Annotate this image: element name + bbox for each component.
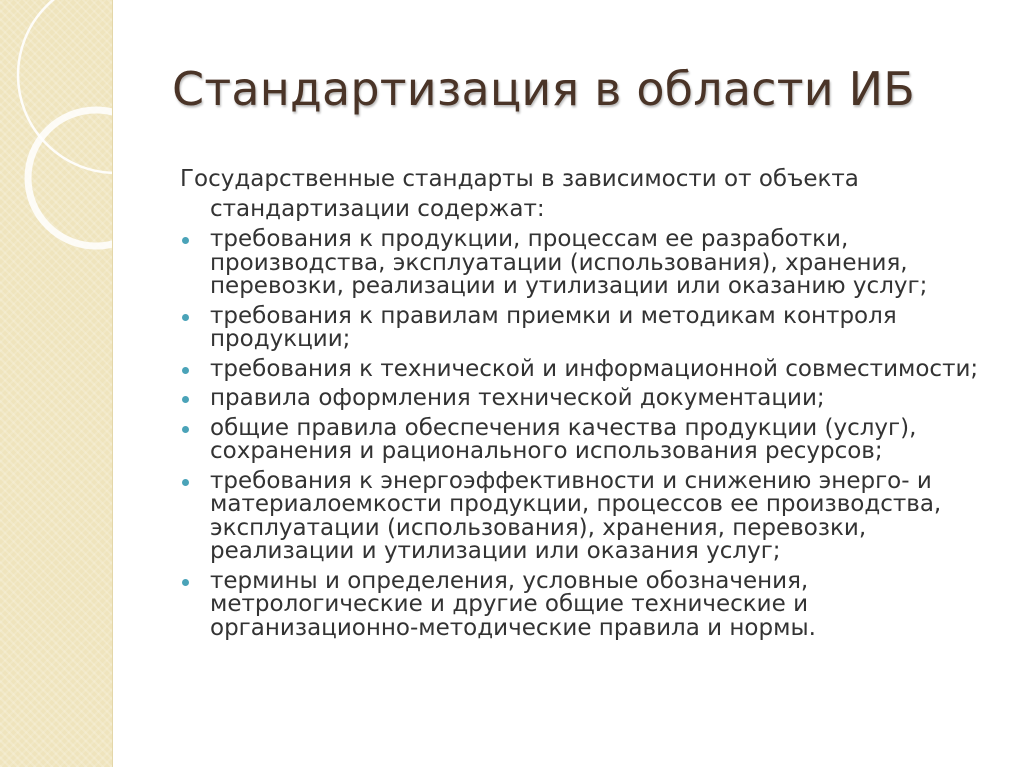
- list-item-text: требования к продукции, процессам ее разработки, производства, эксплуатации (использования), хранения, перевозки, реализации и утилизации или оказанию услуг;: [210, 226, 928, 299]
- list-item: [182, 228, 987, 299]
- list-item: [182, 387, 987, 411]
- bullet-icon: [182, 367, 189, 374]
- bullet-icon: [182, 237, 189, 244]
- list-item-text: общие правила обеспечения качества продукции (услуг), сохранения и рационального использования ресурсов;: [210, 414, 917, 464]
- list-item-text: требования к технической и информационной совместимости;: [210, 355, 979, 382]
- list-item: [182, 467, 987, 564]
- decorative-side-band: [0, 0, 113, 767]
- list-item-text: термины и определения, условные обозначения, метрологические и другие общие технические и организационно-методические правила и нормы.: [210, 567, 816, 641]
- list-item-text: требования к энергоэффективности и снижению энерго- и материалоемкости продукции, процессов ее производства, эксплуатации (использования), хранения, перевозки, реализации и утилизации или оказания услуг;: [210, 467, 942, 564]
- bullet-icon: [182, 314, 189, 321]
- list-item-text: требования к правилам приемки и методикам контроля продукции;: [210, 302, 897, 352]
- list-item: [182, 567, 987, 641]
- bullet-icon: [182, 479, 189, 486]
- bullet-list: [182, 228, 987, 646]
- bullet-icon: [182, 426, 189, 433]
- bullet-icon: [182, 396, 189, 403]
- slide-title: Стандартизация в области ИБ: [172, 62, 916, 116]
- list-item: [182, 414, 987, 464]
- decorative-rings-icon: [0, 0, 112, 767]
- list-item-text: правила оформления технической документации;: [210, 385, 825, 411]
- intro-text: Государственные стандарты в зависимости от объекта стандартизации содержат:: [180, 166, 859, 222]
- list-item: [182, 355, 987, 382]
- list-item: [182, 302, 987, 352]
- bullet-icon: [182, 579, 189, 586]
